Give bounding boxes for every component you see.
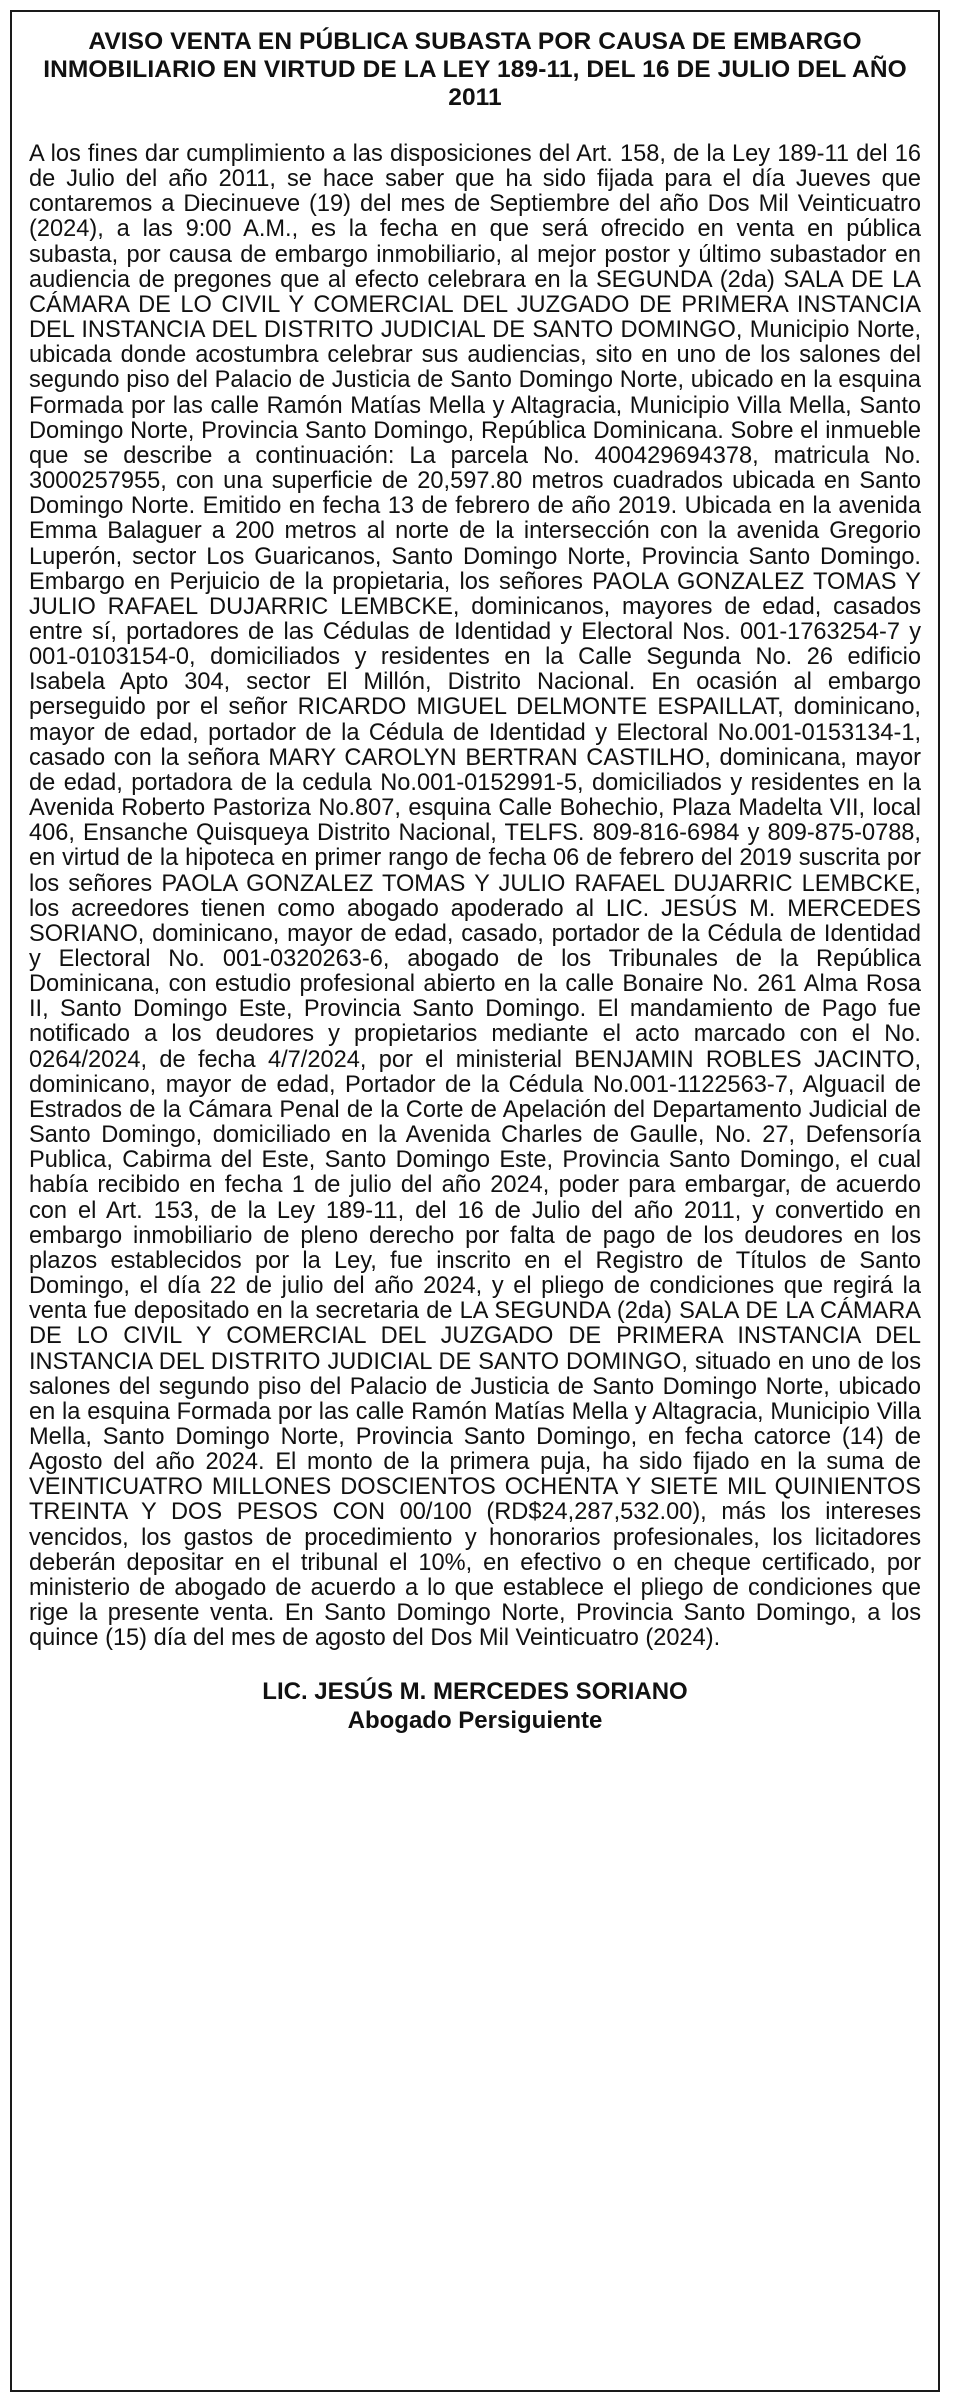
legal-notice-box bbox=[10, 10, 940, 2392]
notice-body: A los fines dar cumplimiento a las disposiciones del Art. 158, de la Ley 189-11 del 16 de Julio del año 2011, se hace saber que ha sido fijada para el día Jueves que contaremos a Diecinueve (19) del mes de Septiembre del año Dos Mil Veinticuatro (2024), a las 9:00 A.M., es la fecha en que será ofrecido en venta en pública subasta, por causa de embargo inmobiliario, al mejor postor y último subastador en audiencia de pregones que al efecto celebrara en la SEGUNDA (2da) SALA DE LA CÁMARA DE LO CIVIL Y COMERCIAL DEL JUZGADO DE PRIMERA INSTANCIA DEL INSTANCIA DEL DISTRITO JUDICIAL DE SANTO DOMINGO, Municipio Norte, ubicada donde acostumbra celebrar sus audiencias, sito en uno de los salones del segundo piso del Palacio de Justicia de Santo Domingo Norte, ubicado en la esquina Formada por las calle Ramón Matías Mella y Altagracia, Municipio Villa Mella, Santo Domingo Norte, Provincia Santo Domingo, República Dominicana. Sobre el inmueble que se describe a continuación: La parcela No. 400429694378, matricula No. 3000257955, con una superficie de 20,597.80 metros cuadrados ubicada en Santo Domingo Norte. Emitido en fecha 13 de febrero de año 2019. Ubicada en la avenida Emma Balaguer a 200 metros al norte de la intersección con la avenida Gregorio Luperón, sector Los Guaricanos, Santo Domingo Norte, Provincia Santo Domingo. Embargo en Perjuicio de la propietaria, los señores PAOLA GONZALEZ TOMAS Y JULIO RAFAEL DUJARRIC LEMBCKE, dominicanos, mayores de edad, casados entre sí, portadores de las Cédulas de Identidad y Electoral Nos. 001-1763254-7 y 001-0103154-0, domiciliados y residentes en la Calle Segunda No. 26 edificio Isabela Apto 304, sector El Millón, Distrito Nacional. En ocasión al embargo perseguido por el señor RICARDO MIGUEL DELMONTE ESPAILLAT, dominicano, mayor de edad, portador de la Cédula de Identidad y Electoral No.001-0153134-1, casado con la señora MARY CAROLYN BERTRAN CASTILHO, dominicana, mayor de edad, portadora de la cedula No.001-0152991-5, domiciliados y residentes en la Avenida Roberto Pastoriza No.807, esquina Calle Bohechio, Plaza Madelta VII, local 406, Ensanche Quisqueya Distrito Nacional, TELFS. 809-816-6984 y 809-875-0788, en virtud de la hipoteca en primer rango de fecha 06 de febrero del 2019 suscrita por los señores PAOLA GONZALEZ TOMAS Y JULIO RAFAEL DUJARRIC LEMBCKE, los acreedores tienen como abogado apoderado al LIC. JESÚS M. MERCEDES SORIANO, dominicano, mayor de edad, casado, portador de la Cédula de Identidad y Electoral No. 001-0320263-6, abogado de los Tribunales de la República Dominicana, con estudio profesional abierto en la calle Bonaire No. 261 Alma Rosa II, Santo Domingo Este, Provincia Santo Domingo. El mandamiento de Pago fue notificado a los deudores y propietarios mediante el acto marcado con el No. 0264/2024, de fecha 4/7/2024, por el ministerial BENJAMIN ROBLES JACINTO, dominicano, mayor de edad, Portador de la Cédula No.001-1122563-7, Alguacil de Estrados de la Cámara Penal de la Corte de Apelación del Departamento Judicial de Santo Domingo, domiciliado en la Avenida Charles de Gaulle, No. 27, Defensoría Publica, Cabirma del Este, Santo Domingo Este, Provincia Santo Domingo, el cual había recibido en fecha 1 de julio del año 2024, poder para embargar, de acuerdo con el Art. 153, de la Ley 189-11, del 16 de Julio del año 2011, y convertido en embargo inmobiliario de pleno derecho por falta de pago de los deudores en los plazos establecidos por la Ley, fue inscrito en el Registro de Títulos de Santo Domingo, el día 22 de julio del año 2024, y el pliego de condiciones que regirá la venta fue depositado en la secretaria de LA SEGUNDA (2da) SALA DE LA CÁMARA DE LO CIVIL Y COMERCIAL DEL JUZGADO DE PRIMERA INSTANCIA DEL INSTANCIA DEL DISTRITO JUDICIAL DE SANTO DOMINGO, situado en uno de los salones del segundo piso del Palacio de Justicia de Santo Domingo Norte, ubicado en la esquina Formada por las calle Ramón Matías Mella y Altagracia, Municipio Villa Mella, Santo Domingo Norte, Provincia Santo Domingo, en fecha catorce (14) de Agosto del año 2024. El monto de la primera puja, ha sido fijado en la suma de VEINTICUATRO MILLONES DOSCIENTOS OCHENTA Y SIETE MIL QUINIENTOS TREINTA Y DOS PESOS CON 00/100 (RD$24,287,532.00), más los intereses vencidos, los gastos de procedimiento y honorarios profesionales, los licitadores deberán depositar en el tribunal el 10%, en efectivo o en cheque certificado, por ministerio de abogado de acuerdo a lo que establece el pliego de condiciones que rige la presente venta. En Santo Domingo Norte, Provincia Santo Domingo, a los quince (15) día del mes de agosto del Dos Mil Veinticuatro (2024). bbox=[29, 141, 921, 1652]
signature-block bbox=[29, 1677, 921, 1735]
notice-title: AVISO VENTA EN PÚBLICA SUBASTA POR CAUSA DE EMBARGO INMOBILIARIO EN VIRTUD DE LA LEY 189-11, DEL 16 DE JULIO DEL AÑO 2011 bbox=[43, 28, 907, 111]
signature-name: LIC. JESÚS M. MERCEDES SORIANO bbox=[262, 1678, 688, 1706]
signature-role: Abogado Persiguiente bbox=[347, 1707, 603, 1735]
